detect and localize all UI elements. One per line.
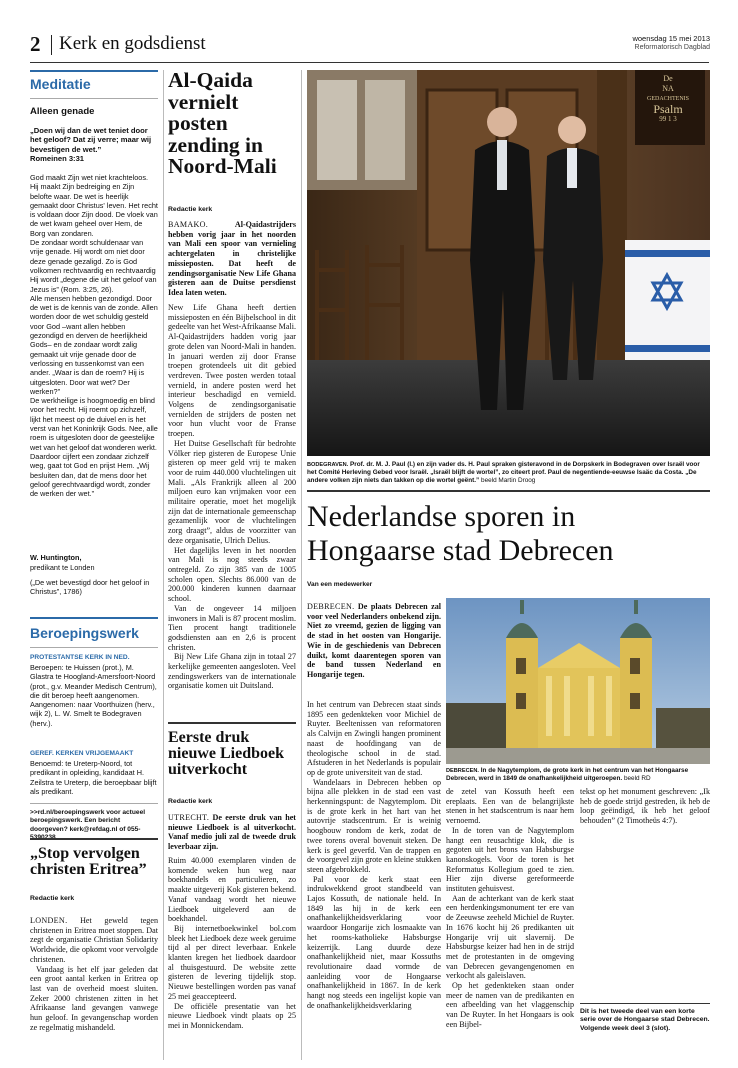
column-divider bbox=[163, 70, 164, 1060]
debrecen-headline: Nederlandse sporen in Hongaarse stad Debrecen bbox=[307, 500, 614, 567]
eritrea-body: LONDEN. Het geweld tegen christenen in Eritrea moet stoppen. Dat zegt de organisatie Christian Solidarity Worldwide, die opkomt voor vervolgde christenen. Vandaag is het elf jaar geleden dat een groot aantal kerken in Eritrea op last van de overheid moest sluiten. Zeker 2000 christenen zitten in het Afrikaanse land gevangen vanwege hun geloof. In gevangenschap worden ze regelmatig mishandeld. bbox=[30, 916, 158, 1032]
alqaida-byline: Redactie kerk bbox=[168, 206, 213, 213]
debrecen-byline: Van een medewerker bbox=[307, 581, 373, 588]
beroepingswerk-heading: Beroepingswerk bbox=[30, 625, 139, 641]
eritrea-dateline: LONDEN. bbox=[30, 916, 68, 925]
meditatie-heading: Meditatie bbox=[30, 76, 91, 92]
photo2-credit: beeld RD bbox=[623, 775, 651, 782]
page-header bbox=[30, 32, 710, 60]
photo-illustration bbox=[307, 70, 710, 456]
page-number: 2 bbox=[30, 32, 41, 56]
beroep-section-title: PROTESTANTSE KERK IN NED. bbox=[30, 654, 130, 661]
beroep-note[interactable]: >>rd.nl/beroepingswerk voor actueel beroepingswerk. Een bericht doorgeven? kerk@refdag.nl of 055- bbox=[30, 809, 146, 833]
debrecen-col2: de zetel van Kossuth heeft een ereplaats. Een van de belangrijkste stenen in het stadscentrum is naar hem vernoemd. In de toren van de Nagytemplom hangt een reusachtige klok, die is gegoten uit het brons van Habsburgse kanonskogels. Voor de toren is het Reformatus Kollegium goed te zien. Hier zijn diverse gereformeerde instituten gehuisvest. Aan de achterkant van de kerk staat een herdenkingsmonument ter ere van de Zeeuwse zeeheld Michiel de Ruyter. In 1676 kocht hij 26 predikanten uit Hongarije vrij uit slavernij. De Habsburgse keizer had hen in de strijd met de protestanten in de omgeving van Debrecen gevangengenomen en verkocht als galeislaven. Op het gedenkteken staan onder meer de namen van de predikanten en een afbeelding van het vlaggenschip van De Ruyter. In het Hongaars is ook een Bijbel- bbox=[446, 787, 574, 1029]
alqaida-headline: Al-Qaida vernielt posten zending in Noord-Mali bbox=[168, 68, 277, 178]
photo2-caption: DEBRECEN. In de Nagytemplom, de grote kerk in het centrum van het Hongaarse Debrecen, werd in 1849 de onafhankelijkheid uitgeroepen. beeld RD bbox=[446, 767, 689, 782]
meditatie-quote: „Doen wij dan de wet teniet door het geloof? Dat zij verre; maar wij bevestigen de wet.” Romeinen 3:31 bbox=[30, 126, 152, 164]
debrecen-dateline: DEBRECEN. bbox=[307, 602, 355, 611]
debrecen-rule bbox=[307, 490, 710, 492]
meditatie-title: Alleen genade bbox=[30, 106, 95, 117]
alqaida-dateline: BAMAKO. bbox=[168, 220, 209, 229]
photo1-credit: beeld Martin Droog bbox=[481, 477, 536, 484]
beroep-section-title: GEREF. KERKEN VRIJGEMAAKT bbox=[30, 750, 134, 757]
debrecen-series-note: Dit is het tweede deel van een korte serie over de Hongaarse stad Debrecen. Volgende week deel 3 (slot). bbox=[580, 1008, 710, 1032]
church-illustration bbox=[446, 598, 710, 764]
eritrea-byline: Redactie kerk bbox=[30, 895, 75, 902]
section-title: Kerk en godsdienst bbox=[59, 33, 206, 54]
liedboek-body: Ruim 40.000 exemplaren vinden de komende weken hun weg naar boekhandels en particulieren, zo maakte uitgeverij Kok gisteren bekend. Vanaf vandaag wordt het nieuwe Liedboek uitgeleverd aan de boekhandel. Bij internetboekwinkel bol.com bleek het Liedboek deze week geruime tijd al per direct leverbaar. Enkele klanten kregen het liedboek daardoor al thuisgestuurd. De website zette gisteren de levering tijdelijk stop. Nieuwe bestellingen worden pas vanaf 25 mei geaccepteerd. De officiële presentatie van het nieuwe Liedboek vindt plaats op 25 mei in Monnickendam. bbox=[168, 856, 296, 1030]
plaque-text: De NA GEDACHTENIS Psalm 99 1 3 bbox=[647, 74, 689, 123]
debrecen-church-photo bbox=[446, 598, 710, 764]
column-divider bbox=[301, 70, 302, 1060]
photo1-caption: BODEGRAVEN. Prof. dr. M. J. Paul (l.) en zijn vader ds. H. Paul spraken gisteravond in de Dorpskerk in Bodegraven over Israël voor het Comité Herleving Gebed voor Israël. „Israël blijft de wortel”, zo citeert prof. Paul de negentiende-eeuwse Isaäc da Costa. „De andere volken zijn niets dan takken op die wortel geënt.” beeld Martin Droog bbox=[307, 461, 700, 484]
meditatie-footnote: („De wet bevestigd door het geloof in Christus”, 1786) bbox=[30, 578, 150, 597]
alqaida-lead: BAMAKO. Al-Qaidastrijders hebben vorig jaar in het noorden van Mali een spoor van vernieling achtergelaten in christelijke missieposten. Dat heeft de zendingsorganisatie New Life Ghana gisteren aan de Duitse persdienst Idea laten weten. bbox=[168, 220, 296, 297]
header-paper: Reformatorisch Dagblad bbox=[634, 44, 710, 51]
church-interior-photo bbox=[307, 70, 710, 456]
alqaida-body: New Life Ghana heeft dertien missieposten en één Bijbelschool in dit gedeelte van het West-Afrikaanse Mali. Al-Qaidastrijders hadden vorig jaar grote delen van Noord-Mali in handen. In januari werden zij door Franse troepen grotendeels uit dit gebied verdreven. Twee posten werden totaal vernield, in andere posten werd het interieur beschadigd en vernield. Volgens de zendingsorganisatie vernielden de strijders de posten net voor hun vlucht voor de Franse troepen. Het Duitse Gesellschaft für bedrohte Völker riep gisteren de Europese Unie gisteren op meer geld vrij te maken voor de ruim 440.000 vluchtelingen uit Mali. „Als Frankrijk alleen al 200 miljoen euro kan vrijmaken voor een militaire operatie, moet het mogelijk zijn dat de internationale gemeenschap gezamenlijk voor de vluchtelingen zorg draagt”, aldus de voorzitter van deze organisatie, Ulrich Delius. Het dagelijks leven in het noorden van Mali is nog steeds zwaar ontregeld. Zo zijn 385 van de 1005 scholen open. Slechts 86.000 van de 200.000 kinderen kunnen daarnaar school. Van de ongeveer 14 miljoen inwoners in Mali is 87 procent moslim. Tien procent hangt traditionele godsdiensten aan en 2,6 is procent christen. Bij New Life Ghana zijn in totaal 27 kerkelijke gemeenten aangesloten. Veel zendingswerkers van de internationale organisatie komen uit Duitsland. bbox=[168, 303, 296, 691]
liedboek-dateline: UTRECHT. bbox=[168, 813, 210, 822]
debrecen-col3: tekst op het monument geschreven: „Ik heb de goede strijd gestreden, ik heb de loop geëindigd, ik heb het geloof behouden” (2 Timotheüs 4:7). bbox=[580, 787, 710, 826]
meditatie-author-role: predikant te Londen bbox=[30, 563, 95, 572]
liedboek-lead: UTRECHT. De eerste druk van het nieuwe Liedboek is al uitverkocht. Vanaf medio juli zal de tweede druk leverbaar zijn. bbox=[168, 813, 296, 852]
beroep-section-text: Benoemd: te Ureterp-Noord, tot predikant in opleiding, kandidaat H. Zeilstra te Ureterp, die beroepbaar blijft als predikant. bbox=[30, 759, 157, 796]
meditatie-body: God maakt Zijn wet niet krachteloos. Hij maakt Zijn bedreiging en Zijn belofte waar. De wet is heerlijk gemaakt door Christus' leven. Het recht is voldaan door Zijn dood. De vloek van de wet kwam geheel over Hem, de Borg van zondaren. De zondaar wordt schuldenaar van vrije genade. Hij wordt om niet door deze genade gezaligd. Zo is God volkomen rechtvaardig en rechtvaardig Hij wordt „degene die uit het geloof van Jezus is” (Rom. 3:25, 26). Alle mensen hebben gezondigd. Door de wet is de kennis van de zonde. Allen worden door de wet schuldig gesteld voor God –want allen hebben gezondigd en derven de heerlijkheid Gods– en de zondaar wordt zalig gemaakt uit vrije genade door de verlossing en tussenkomst van een ander. „Waar is dan de roem? Hij is uitgesloten. Door wat wet? Der werken?” De werkheilige is hoogmoedig en blind voor het recht. Hij roemt op zichzelf, lijkt het meest op de duivel en is het verst van het Koninkrijk Gods. Nee, alle roem is uitgesloten door de geestelijke wet van het geloof dat wonderen werkt. Daardoor cijfert een zondaar zichzelf weg, gaat tot God en prijst Hem. „Wij besluiten dan, dat de mens door het geloof gerechtvaardigd wordt, zonder de werken der wet.” bbox=[30, 173, 158, 499]
header-rule bbox=[30, 62, 709, 63]
liedboek-byline: Redactie kerk bbox=[168, 798, 213, 805]
header-date: woensdag 15 mei 2013 bbox=[632, 34, 710, 43]
debrecen-col1: In het centrum van Debrecen staat sinds 1895 een gedenkteken voor Michiel de Ruyter. Beeltenissen van reformatoren als Calvijn en Zwingli hangen prominent naast de hoofdingang van de theologische school in de stad. Afstuderen in het Nederlands is populair op de grote universiteit van de stad. Wandelaars in Debrecen hebben op bijna alle plekken in de stad een vast herkenningspunt: de Nagytemplom. Dit is de grote kerk in het hart van het autovrije stadscentrum. Er is weinig hoogbouw rondom de kerk, zodat de twee torens overal bovenuit steken. De kerk is geel geverfd. Van de trappen en de voorgevel zijn grote en kleine stukken steen afgebrokkeld. Pal voor de kerk staat een indrukwekkend groot standbeeld van Lajos Kossuth, de nationale held. In 1849 las hij in de kerk een onafhankelijkheidsverklaring voor waardoor Hongarije zich losmaakte van het rooms-katholieke Habsburgse keizerrijk. Lang duurde deze onafhankelijkheid niet, maar Kossuths revolutionaire daad vormde de aanleiding voor de Hongaarse onafhankelijkheid in 1867. In de kerk hangt nog steeds een ingelijst kopie van de onafhankelijkheidsverklaring bbox=[307, 700, 441, 1010]
debrecen-lead: DEBRECEN. De plaats Debrecen zal voor veel Nederlanders onbekend zijn. Niet zo vreemd, gezien de ligging van de stad in het oosten van Hongarije. Wie in de geschiedenis van Debrecen duikt, komt daarentegen sporen van de band tussen Nederland en Hongarije tegen. bbox=[307, 602, 441, 679]
beroep-section-text: Beroepen: te Huissen (prot.), M. Glastra te Hoogland-Amersfoort-Noord (prot., g.v. Meander Medisch Centrum), die dit beroep heeft aangenomen. Aangenomen: naar Voorthuizen (herv., wijk 2), L. W. Smelt te Bodegraven (herv.). bbox=[30, 663, 157, 728]
eritrea-headline: „Stop vervolgen christen Eritrea” bbox=[30, 845, 147, 878]
liedboek-headline: Eerste druk nieuwe Liedboek uitverkocht bbox=[168, 729, 285, 778]
meditatie-quote-ref: Romeinen 3:31 bbox=[30, 154, 85, 164]
meditatie-author: W. Huntington, bbox=[30, 553, 82, 562]
header-divider bbox=[51, 35, 52, 55]
